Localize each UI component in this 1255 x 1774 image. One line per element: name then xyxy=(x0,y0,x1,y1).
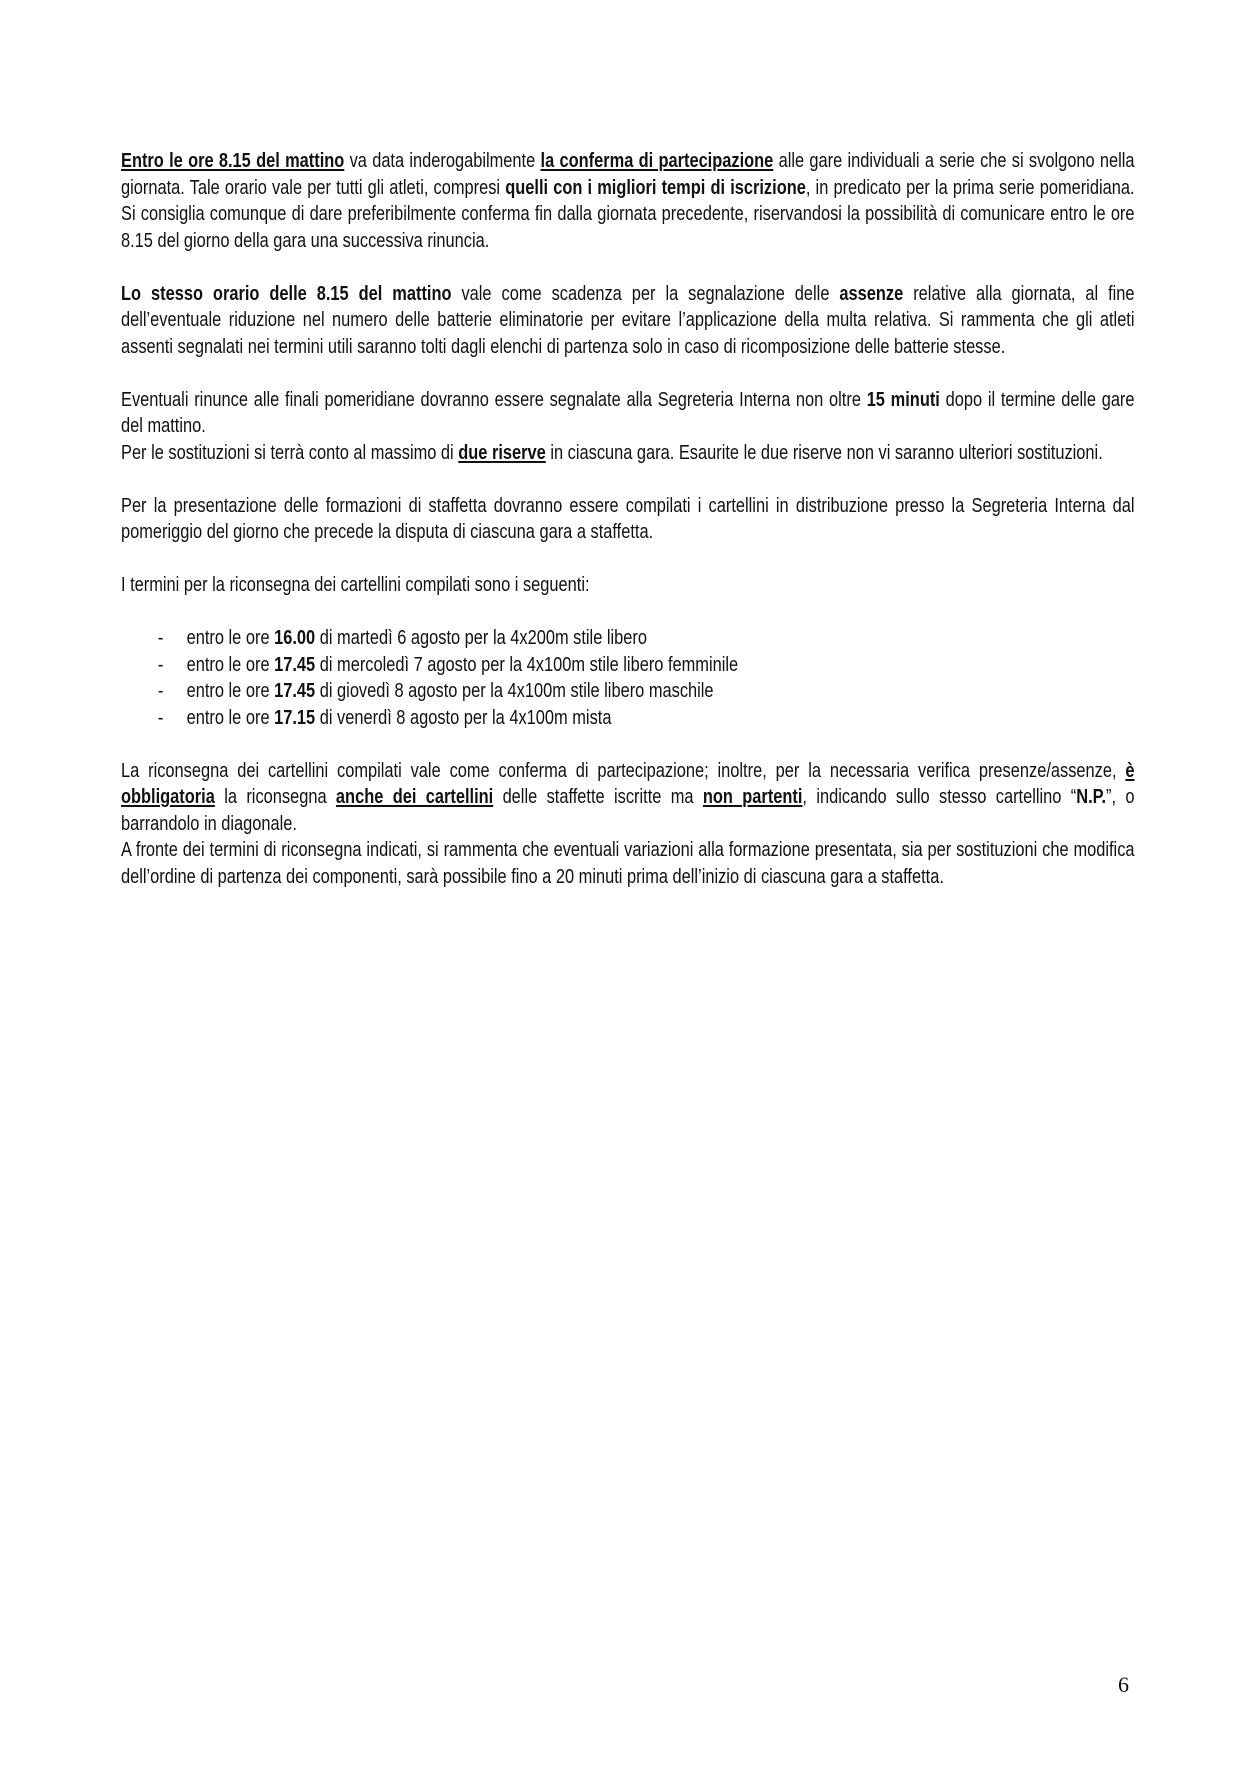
emphasized-text: assenze xyxy=(839,282,904,305)
spacer xyxy=(121,254,1135,281)
deadline-list xyxy=(121,625,1135,731)
paragraph-assenze xyxy=(121,281,1135,361)
body-text xyxy=(121,148,1135,890)
paragraph-rinunce-finali xyxy=(121,387,1135,440)
spacer xyxy=(121,599,1135,626)
text-run: alle gare individuali a serie che si svolgono nella giornata. Tale orario vale per tutti gli atleti, compresi xyxy=(121,150,1135,199)
text-run: delle staffette iscritte ma xyxy=(493,786,703,808)
text-run: A fronte dei termini di riconsegna indicati, si rammenta che eventuali variazioni alla formazione presentata, sia per sostituzioni che modifica dell’ordine di partenza dei componenti, sarà possibile fino a 20 minuti prima dell’inizio di ciascuna gara a staffetta. xyxy=(121,839,1135,888)
paragraph-riconsegna-cartellini xyxy=(121,758,1135,838)
deadline-time: 17.45 xyxy=(274,680,316,702)
page-number: 6 xyxy=(1118,1672,1129,1697)
bullet-dash-icon: - xyxy=(157,653,164,676)
deadline-item xyxy=(121,652,1135,679)
paragraph-termini-intro xyxy=(121,572,1135,599)
text-run: La riconsegna dei cartellini compilati vale come conferma di partecipazione; inoltre, per la necessaria verifica presenze/assenze, xyxy=(121,759,1126,782)
text-run: la riconsegna xyxy=(214,786,336,808)
emphasized-text: due riserve xyxy=(458,441,546,464)
text-run: Eventuali rinunce alle finali pomeridiane dovranno essere segnalate alla Segreteria Interna non oltre xyxy=(121,388,867,411)
paragraphs xyxy=(121,148,1135,625)
deadline-item xyxy=(121,625,1135,652)
text-run: Per le sostituzioni si terrà conto al massimo di xyxy=(121,441,459,464)
text-run: , in predicato per la prima serie pomeridiana. Si consiglia comunque di dare preferibilmente conferma fin dalla giornata precedente, riservandosi la possibilità di comunicare entro le ore 8.15 del giorno della gara una successiva rinuncia. xyxy=(121,176,1135,252)
text-run: va data inderogabilmente xyxy=(344,150,541,172)
paragraph-variazioni-formazione xyxy=(121,837,1135,890)
deadline-prefix: entro le ore xyxy=(186,653,275,676)
spacer xyxy=(121,360,1135,387)
deadline-description: di mercoledì 7 agosto per la 4x100m stile libero femminile xyxy=(315,653,739,676)
emphasized-text: N.P. xyxy=(1076,786,1107,808)
deadline-prefix: entro le ore xyxy=(186,627,275,649)
emphasized-text: 15 minuti xyxy=(866,388,940,411)
text-run: relative alla giornata, al fine dell’eventuale riduzione nel numero delle batterie eliminatorie per evitare l’applicazione della multa relativa. Si rammenta che gli atleti assenti segnalati nei termini utili saranno tolti dagli elenchi di partenza solo in caso di ricomposizione delle batterie stesse. xyxy=(121,282,1135,358)
deadline-prefix: entro le ore xyxy=(186,706,275,729)
spacer xyxy=(121,731,1135,758)
closing-paragraphs xyxy=(121,758,1135,891)
emphasized-text: è obbligatoria xyxy=(121,759,1135,808)
text-run: in ciascuna gara. Esaurite le due riserve non vi saranno ulteriori sostituzioni. xyxy=(545,441,1103,464)
emphasized-text: quelli con i migliori tempi di iscrizione xyxy=(505,176,806,199)
text-run: , indicando sullo stesso cartellino “ xyxy=(802,786,1077,808)
paragraph-conferma-partecipazione xyxy=(121,148,1135,254)
text-run: dopo il termine delle gare del mattino. xyxy=(121,388,1135,437)
text-run: ”, o barrandolo in diagonale. xyxy=(121,786,1135,835)
deadline-description: di martedì 6 agosto per la 4x200m stile libero xyxy=(315,627,648,649)
bullet-dash-icon: - xyxy=(157,680,164,702)
deadline-time: 17.45 xyxy=(274,653,316,676)
spacer xyxy=(121,466,1135,493)
spacer xyxy=(121,546,1135,573)
emphasized-text: Lo stesso orario delle 8.15 del mattino xyxy=(121,282,452,305)
paragraph-sostituzioni xyxy=(121,440,1135,467)
deadline-description: di venerdì 8 agosto per la 4x100m mista xyxy=(315,706,612,729)
bullet-dash-icon: - xyxy=(157,706,164,729)
text-run: vale come scadenza per la segnalazione delle xyxy=(451,282,840,305)
emphasized-text: anche dei cartellini xyxy=(335,786,494,808)
deadline-time: 17.15 xyxy=(274,706,316,729)
deadline-time: 16.00 xyxy=(274,627,316,649)
paragraph-formazioni-staffetta xyxy=(121,493,1135,546)
deadline-prefix: entro le ore xyxy=(186,680,275,702)
text-run: Per la presentazione delle formazioni di staffetta dovranno essere compilati i cartellini in distribuzione presso la Segreteria Interna dal pomeriggio del giorno che precede la disputa di ciascuna gara a staffetta. xyxy=(121,494,1135,543)
text-run: I termini per la riconsegna dei cartellini compilati sono i seguenti: xyxy=(121,574,590,596)
deadline-item xyxy=(121,705,1135,732)
deadline-description: di giovedì 8 agosto per la 4x100m stile libero maschile xyxy=(315,680,714,702)
emphasized-text: non partenti xyxy=(702,786,803,808)
bullet-dash-icon: - xyxy=(157,627,164,649)
emphasized-text: la conferma di partecipazione xyxy=(540,150,774,172)
deadline-item xyxy=(121,678,1135,705)
emphasized-text: Entro le ore 8.15 del mattino xyxy=(121,150,345,172)
